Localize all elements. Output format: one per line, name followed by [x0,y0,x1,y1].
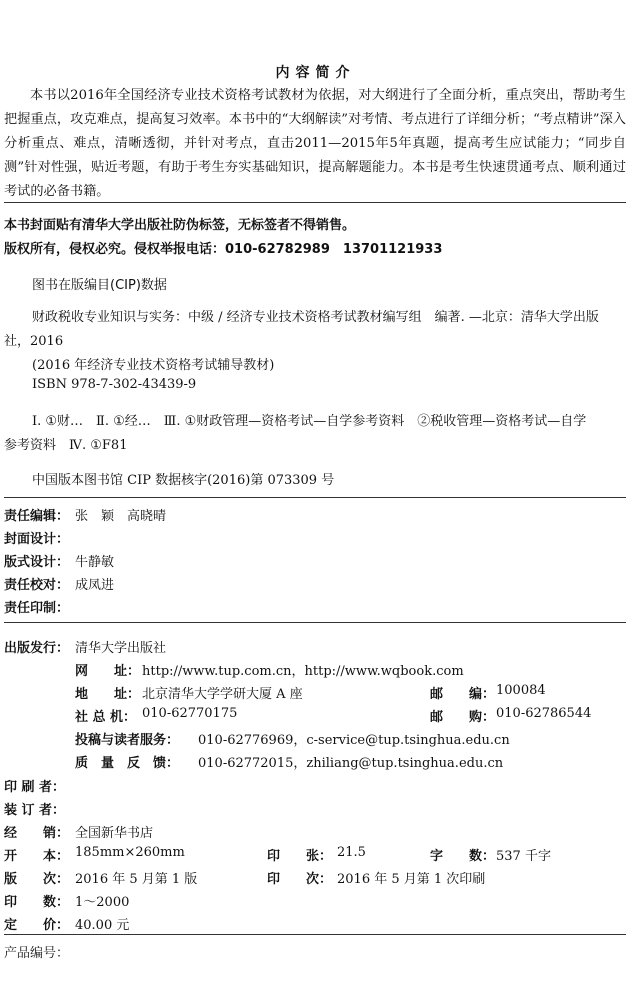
distributor-label: 经 销： [4,826,70,841]
mail-order-value: 010-62786544 [496,706,592,721]
feedback-label: 质 量 反 馈： [75,756,180,771]
submission-value: 010-62776969，c-service@tup.tsinghua.edu.cn [198,733,510,748]
cip-record-number: 中国版本图书馆 CIP 数据核字(2016)第 073309 号 [32,473,335,488]
format-label: 开 本： [4,849,70,864]
impression-label: 印 次： [267,872,333,887]
website-label: 网 址： [75,664,141,679]
cip-classification-1: Ⅰ. ①财… Ⅱ. ①经… Ⅲ. ①财政管理—资格考试—自学参考资料 ②税收管理—资格考试—自学 [32,414,587,429]
proofreader-label: 责任校对： [4,578,70,593]
editor-label: 责任编辑： [4,509,70,524]
postcode-label: 邮 编： [430,687,496,702]
cip-series: (2016 年经济专业技术资格考试辅导教材) [32,358,275,373]
sheets-value: 21.5 [337,845,366,860]
distributor-value: 全国新华书店 [75,826,154,841]
feedback-value: 010-62772015，zhiliang@tup.tsinghua.edu.cn [198,756,504,771]
anti-counterfeit-notice: 本书封面贴有清华大学出版社防伪标签，无标签者不得销售。 [4,218,356,233]
proofreader-value: 成凤进 [75,578,115,593]
word-count-value: 537 千字 [496,849,551,864]
divider [4,202,626,203]
cover-design-label: 封面设计： [4,532,70,547]
cip-classification-2: 参考资料 Ⅳ. ①F81 [4,438,128,453]
website-value: http://www.tup.com.cn，http://www.wqbook.com [142,664,464,679]
postcode-value: 100084 [496,683,546,698]
mail-order-label: 邮 购： [430,710,496,725]
format-value: 185mm×260mm [75,845,185,860]
price-value: 40.00 元 [75,918,130,933]
edition-value: 2016 年 5 月第 1 版 [75,872,198,887]
printer-label: 印 刷 者： [4,780,66,795]
publisher-label: 出版发行： [4,641,70,656]
address-label: 地 址： [75,687,141,702]
product-number-label: 产品编号： [4,946,70,961]
publisher-name: 清华大学出版社 [75,641,167,656]
impression-value: 2016 年 5 月第 1 次印刷 [337,872,486,887]
layout-design-value: 牛静敏 [75,555,115,570]
binder-label: 装 订 者： [4,803,66,818]
word-count-label: 字 数： [430,849,496,864]
divider [4,497,626,498]
divider [4,934,626,935]
sheets-label: 印 张： [267,849,333,864]
intro-title: 内容简介 [275,65,356,81]
editor-value: 张 颖 高晓晴 [75,509,167,524]
copyright-notice: 版权所有，侵权必究。侵权举报电话：010-62782989 13701121933 [4,242,443,257]
cip-line-1: 财政税收专业知识与实务：中级 / 经济专业技术资格考试教材编写组 编著. —北京：清华大学出版 [32,310,599,325]
submission-label: 投稿与读者服务： [75,733,180,748]
layout-design-label: 版式设计： [4,555,70,570]
print-run-value: 1～2000 [75,895,130,910]
switchboard-label: 社 总 机： [75,710,137,725]
print-supervisor-label: 责任印制： [4,601,70,616]
switchboard-value: 010-62770175 [142,706,238,721]
cip-isbn: ISBN 978-7-302-43439-9 [32,377,197,392]
price-label: 定 价： [4,918,70,933]
print-run-label: 印 数： [4,895,70,910]
address-value: 北京清华大学学研大厦 A 座 [142,687,303,702]
edition-label: 版 次： [4,872,70,887]
cip-line-2: 社，2016 [4,334,64,349]
divider [4,622,626,623]
intro-paragraph: 本书以2016年全国经济专业技术资格考试教材为依据，对大纲进行了全面分析，重点突出，帮助考生把握重点，攻克难点，提高复习效率。本书中的“大纲解读”对考情、考点进行了详细分析；“考点精讲”深入分析重点、难点，清晰透彻，并针对考点，直击2011—2015年5年真题，提高考生应试能力；“同步自测”针对性强，贴近考题，有助于考生夯实基础知识，提高解题能力。本书是考生快速贯通考点、顺利通过考试的必备书籍。 [4,88,626,199]
cip-heading: 图书在版编目(CIP)数据 [32,278,167,293]
